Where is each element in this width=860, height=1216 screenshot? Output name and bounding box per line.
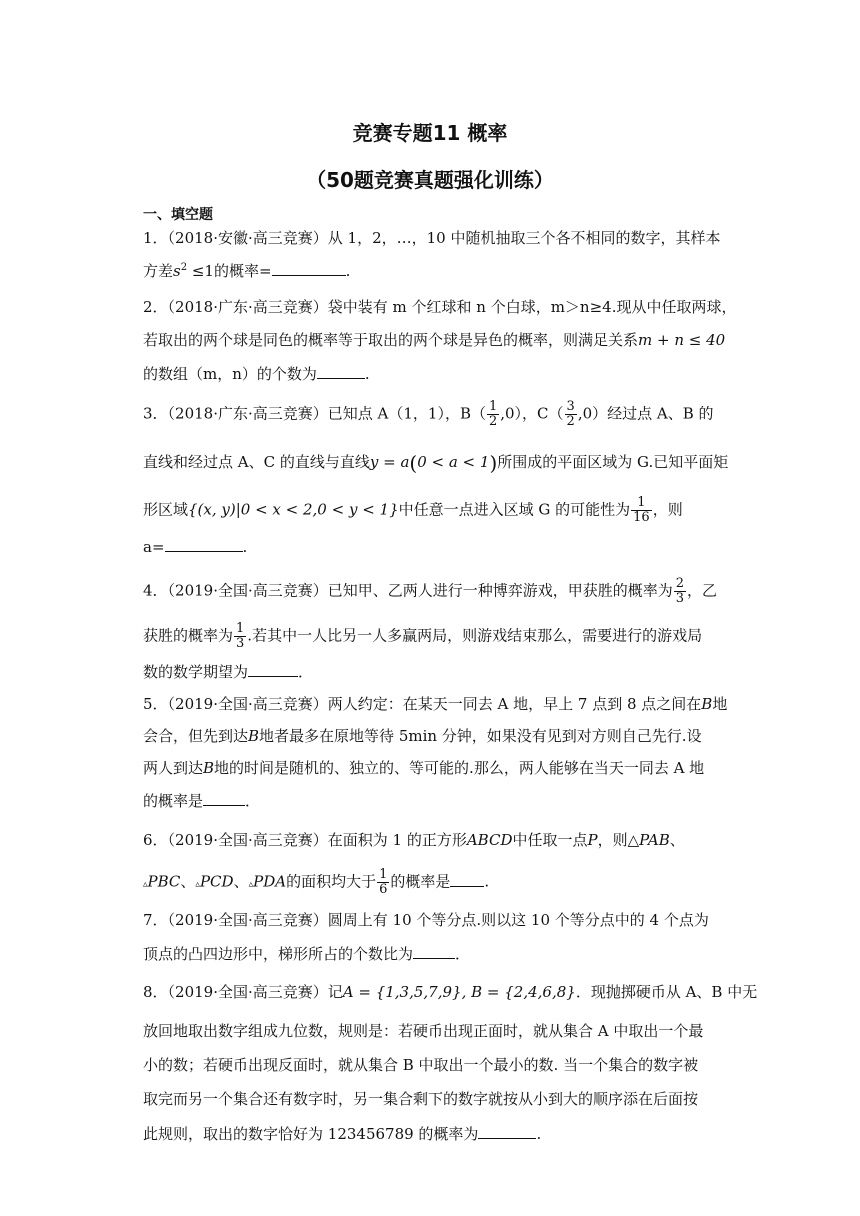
answer-blank[interactable] [203,790,245,806]
question-6-line-1: 6．（2019·全国·高三竞赛）在面积为 1 的正方形ABCD中任取一点P，则△PAB、 [143,831,685,849]
answer-blank[interactable] [248,661,298,677]
fraction: $\frac{1}{2}$ [488,399,498,429]
question-8-line-3: 小的数；若硬币出现反面时，就从集合 B 中取出一个最小的数. 当一个集合的数字被 [143,1056,699,1074]
answer-blank[interactable] [165,536,243,552]
question-3-line-4: a= . [143,538,248,556]
question-4-line-3: 数的数学期望为 ． [143,663,314,681]
question-8-line-5: 此规则，取出的数字恰好为 123456789 的概率为 . [143,1125,542,1143]
question-3-line-3: 形区域{(x, y)|0 < x < 2,0 < y < 1}中任意一点进入区域 G 的可能性为 $\frac{1}{16}$ ，则 [143,495,683,525]
section-heading: 一、填空题 [143,207,213,223]
answer-blank[interactable] [413,943,455,959]
question-3-line-1: 3．（2018·广东·高三竞赛）已知点 A（1，1），B（ $\frac{1}{2}$ ,0），C（ $\frac{3}{2}$ ,0）经过点 A、B 的 [143,399,714,429]
question-1-line-1: 1．（2018·安徽·高三竞赛）从 1，2，…，10 中随机抽取三个各不相同的数字，其样本 [143,229,721,247]
page-subtitle: （50题竞赛真题强化训练） [306,168,554,192]
question-5-line-4: 的概率是 ． [143,792,261,810]
question-3-line-2: 直线和经过点 A、C 的直线与直线y = a(0 < a < 1)所围成的平面区域为 G.已知平面矩 [143,451,729,475]
question-8-line-1: 8．（2019·全国·高三竞赛）记A = {1,3,5,7,9}, B = {2,4,6,8}．现抛掷硬币从 A、B 中无 [143,983,758,1001]
question-8-line-4: 取完而另一个集合还有数字时，另一集合剩下的数字就按从小到大的顺序添在后面按 [143,1090,699,1108]
question-7-line-2: 顶点的凸四边形中，梯形所占的个数比为 ． [143,945,471,963]
page-title: 竞赛专题11 概率 [352,121,508,145]
answer-blank[interactable] [317,363,365,379]
question-2-line-2: 若取出的两个球是同色的概率等于取出的两个球是异色的概率，则满足关系m + n ≤ 40 [143,331,726,349]
answer-blank[interactable] [450,871,484,887]
question-2-line-1: 2．（2018·广东·高三竞赛）袋中装有 m 个红球和 n 个白球，m＞n≥4.现从中任取两球， [143,298,737,316]
question-5-line-3: 两人到达B地的时间是随机的、独立的、等可能的.那么，两人能够在当天一同去 A 地 [143,759,705,777]
question-6-line-2: ▵PBC、▵PCD、▵PDA的面积均大于 $\frac{1}{6}$ 的概率是 . [143,867,490,897]
fraction: $\frac{2}{3}$ [675,576,685,606]
fraction: $\frac{1}{3}$ [236,621,245,651]
question-8-line-2: 放回地取出数字组成九位数，规则是：若硬币出现正面时，就从集合 A 中取出一个最 [143,1022,704,1040]
question-2-line-3: 的数组（m，n）的个数为 . [143,365,370,383]
question-4-line-2: 获胜的概率为 $\frac{1}{3}$ .若其中一人比另一人多赢两局，则游戏结束那么，需要进行的游戏局 [143,621,703,651]
fraction: $\frac{1}{16}$ [633,495,650,525]
question-1-line-2: 方差$s^2 \le 1$的概率= . [143,262,351,280]
question-5-line-2: 会合，但先到达B地者最多在原地等待 5min 分钟，如果没有见到对方则自己先行.设 [143,727,702,745]
answer-blank[interactable] [478,1123,536,1139]
question-5-line-1: 5．（2019·全国·高三竞赛）两人约定：在某天一同去 A 地，早上 7 点到 8 点之间在B地 [143,695,728,713]
fraction: $\frac{1}{6}$ [379,867,388,897]
question-4-line-1: 4．（2019·全国·高三竞赛）已知甲、乙两人进行一种博弈游戏，甲获胜的概率为 $\frac{2}{3}$ ，乙 [143,576,718,606]
fraction: $\frac{3}{2}$ [566,399,575,429]
question-7-line-1: 7．（2019·全国·高三竞赛）圆周上有 10 个等分点.则以这 10 个等分点中的 4 个点为 [143,911,709,929]
answer-blank[interactable] [272,260,346,276]
